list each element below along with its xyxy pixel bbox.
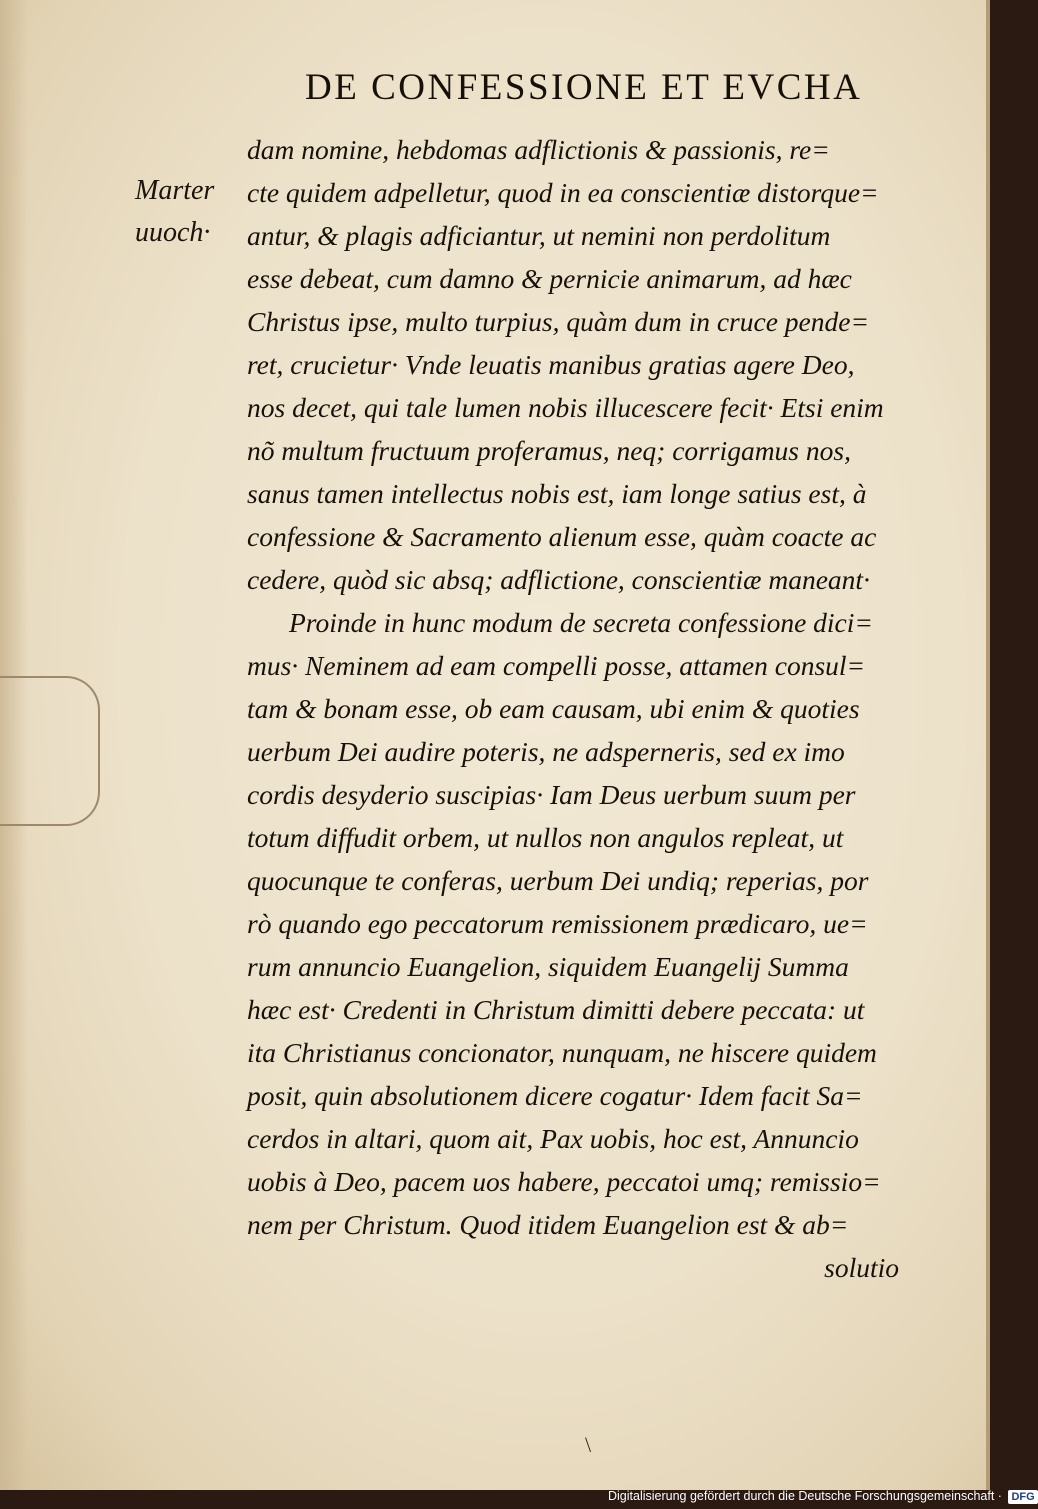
- running-head: DE CONFESSIONE ET EVCHA: [305, 67, 863, 108]
- catchword: solutio: [824, 1252, 899, 1283]
- text-line: nos decet, qui tale lumen nobis illucescere fecit· Etsi enim: [247, 392, 884, 423]
- text-line: cedere, quòd sic absq; adflictione, conscientiæ maneant·: [247, 564, 870, 595]
- text-line: nem per Christum. Quod itidem Euangelion est & ab=: [247, 1209, 849, 1240]
- text-line: esse debeat, cum damno & pernicie animarum, ad hæc: [247, 263, 852, 294]
- text-line: rum annuncio Euangelion, siquidem Euangelij Summa: [247, 951, 849, 982]
- body-text: [247, 128, 907, 1289]
- gutter-mark: \: [585, 1432, 592, 1457]
- text-line: antur, & plagis adficiantur, ut nemini non perdolitum: [247, 220, 831, 251]
- text-line: uerbum Dei audire poteris, ne adsperneris, sed ex imo: [247, 736, 845, 767]
- text-line: ita Christianus concionator, nunquam, ne hiscere quidem: [247, 1037, 877, 1068]
- dfg-logo: DFG: [1008, 1490, 1037, 1504]
- paragraph-start-line: Proinde in hunc modum de secreta confessione dici=: [289, 607, 873, 638]
- text-line: cte quidem adpelletur, quod in ea conscientiæ distorque=: [247, 177, 879, 208]
- text-line: quocunque te conferas, uerbum Dei undiq; reperias, por: [247, 865, 869, 896]
- text-line: hæc est· Credenti in Christum dimitti debere peccata: ut: [247, 994, 865, 1025]
- text-line: tam & bonam esse, ob eam causam, ubi enim & quoties: [247, 693, 860, 724]
- text-line: nõ multum fructuum proferamus, neq; corrigamus nos,: [247, 435, 851, 466]
- margin-note-line: uuoch·: [135, 217, 211, 248]
- text-line: rò quando ego peccatorum remissionem prædicaro, ue=: [247, 908, 868, 939]
- text-line: totum diffudit orbem, ut nullos non angulos repleat, ut: [247, 822, 844, 853]
- page-tab-clip: [0, 676, 100, 826]
- text-line: cerdos in altari, quom ait, Pax uobis, hoc est, Annuncio: [247, 1123, 859, 1154]
- text-line: Christus ipse, multo turpius, quàm dum in cruce pende=: [247, 306, 869, 337]
- text-line: cordis desyderio suscipias· Iam Deus uerbum suum per: [247, 779, 856, 810]
- text-line: uobis à Deo, pacem uos habere, peccatoi umq; remissio=: [247, 1166, 881, 1197]
- margin-note-line: Marter: [135, 175, 215, 206]
- text-line: ret, crucietur· Vnde leuatis manibus gratias agere Deo,: [247, 349, 855, 380]
- credit-text: Digitalisierung gefördert durch die Deutsche Forschungsgemeinschaft ·: [608, 1489, 1002, 1503]
- text-line: dam nomine, hebdomas adflictionis & passionis, re=: [247, 134, 830, 165]
- text-line: confessione & Sacramento alienum esse, quàm coacte ac: [247, 521, 877, 552]
- text-line: posit, quin absolutionem dicere cogatur· Idem facit Sa=: [247, 1080, 863, 1111]
- text-line: sanus tamen intellectus nobis est, iam longe satius est, à: [247, 478, 867, 509]
- text-line: mus· Neminem ad eam compelli posse, attamen consul=: [247, 650, 866, 681]
- digitization-credit: [608, 1489, 1038, 1504]
- margin-note: [135, 170, 214, 254]
